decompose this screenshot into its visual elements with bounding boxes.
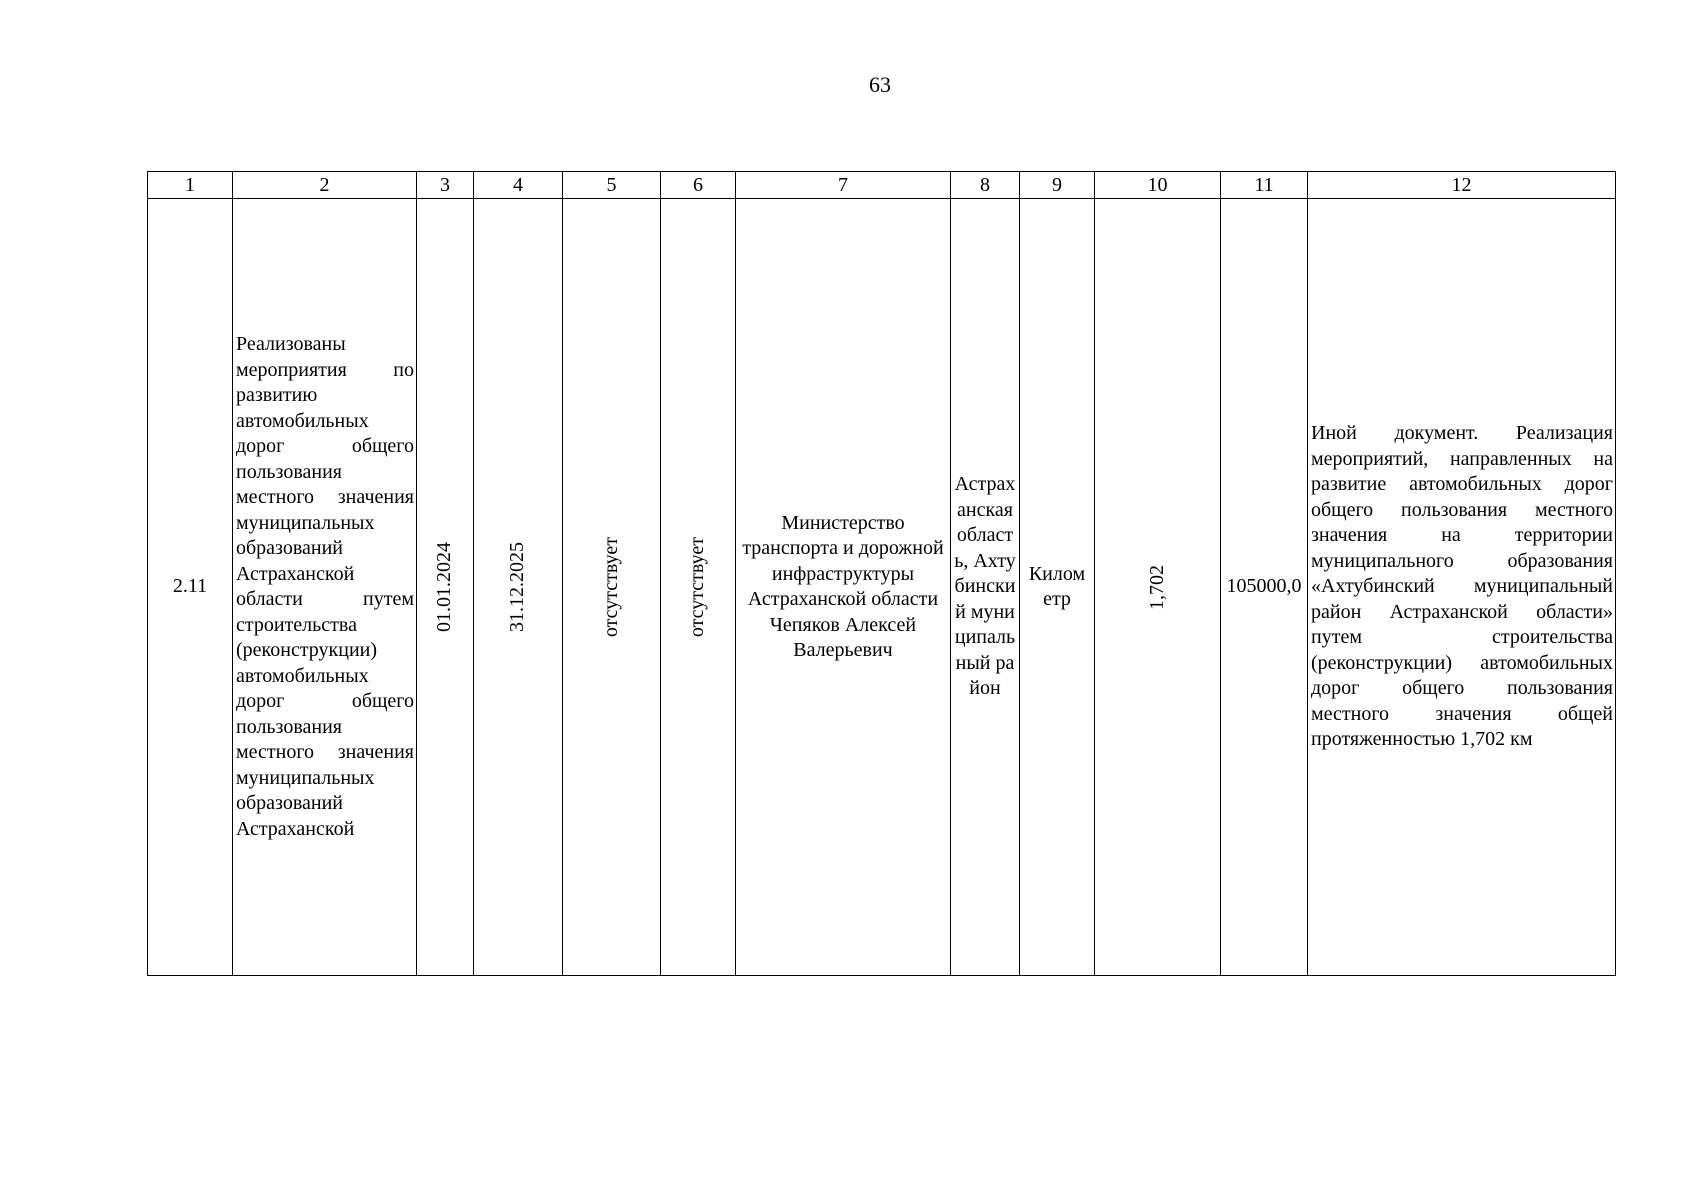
end-date: 31.12.2025 <box>506 542 529 632</box>
header-cell-10: 10 <box>1095 172 1221 199</box>
header-cell-4: 4 <box>474 172 563 199</box>
responsible-person: Чепяков Алексей Валерьевич <box>769 613 917 661</box>
table-row <box>148 199 1616 976</box>
header-cell-1: 1 <box>148 172 233 199</box>
table-header-row <box>148 172 1616 199</box>
data-table <box>147 171 1616 976</box>
value-cell <box>1095 199 1221 976</box>
amount-cell: 105000,0 <box>1221 199 1308 976</box>
col6-cell <box>661 199 736 976</box>
header-cell-9: 9 <box>1020 172 1095 199</box>
header-cell-7: 7 <box>736 172 951 199</box>
start-date: 01.01.2024 <box>433 542 456 632</box>
result-description-cell <box>233 199 417 976</box>
header-cell-5: 5 <box>563 172 661 199</box>
header-cell-12: 12 <box>1308 172 1616 199</box>
row-number-cell: 2.11 <box>148 199 233 976</box>
header-cell-8: 8 <box>951 172 1020 199</box>
document-description-cell: Иной документ. Реализация мероприятий, направленных на развитие автомобильных дорог общего пользования местного значения на территории муниципального образования «Ахтубинский муниципальный район Астраханской области» путем строительства (реконструкции) автомобильных дорог общего пользования местного значения общей протяженностью 1,702 км <box>1308 199 1616 976</box>
page-number: 63 <box>869 72 891 97</box>
unit-cell: Километр <box>1020 199 1095 976</box>
header-cell-2: 2 <box>233 172 417 199</box>
territory-cell: Астраханская область, Ахтубинский муниципальный район <box>951 199 1020 976</box>
end-date-cell <box>474 199 563 976</box>
responsible-organization: Министерство транспорта и дорожной инфраструктуры Астраханской области <box>742 511 944 610</box>
header-cell-3: 3 <box>417 172 474 199</box>
col6-value: отсутствует <box>686 536 709 638</box>
responsible-cell <box>736 199 951 976</box>
col5-cell <box>563 199 661 976</box>
col5-value: отсутствует <box>599 536 622 638</box>
result-description-text: Реализованы мероприятия по развитию автомобильных дорог общего пользования местного значения муниципальных образований Астраханской области путем строительства (реконструкции) автомобильных дорог общего пользования местного значения муниципальных образований Астраханской <box>236 333 414 840</box>
header-cell-6: 6 <box>661 172 736 199</box>
header-cell-11: 11 <box>1221 172 1308 199</box>
value-number: 1,702 <box>1145 564 1168 610</box>
start-date-cell <box>417 199 474 976</box>
